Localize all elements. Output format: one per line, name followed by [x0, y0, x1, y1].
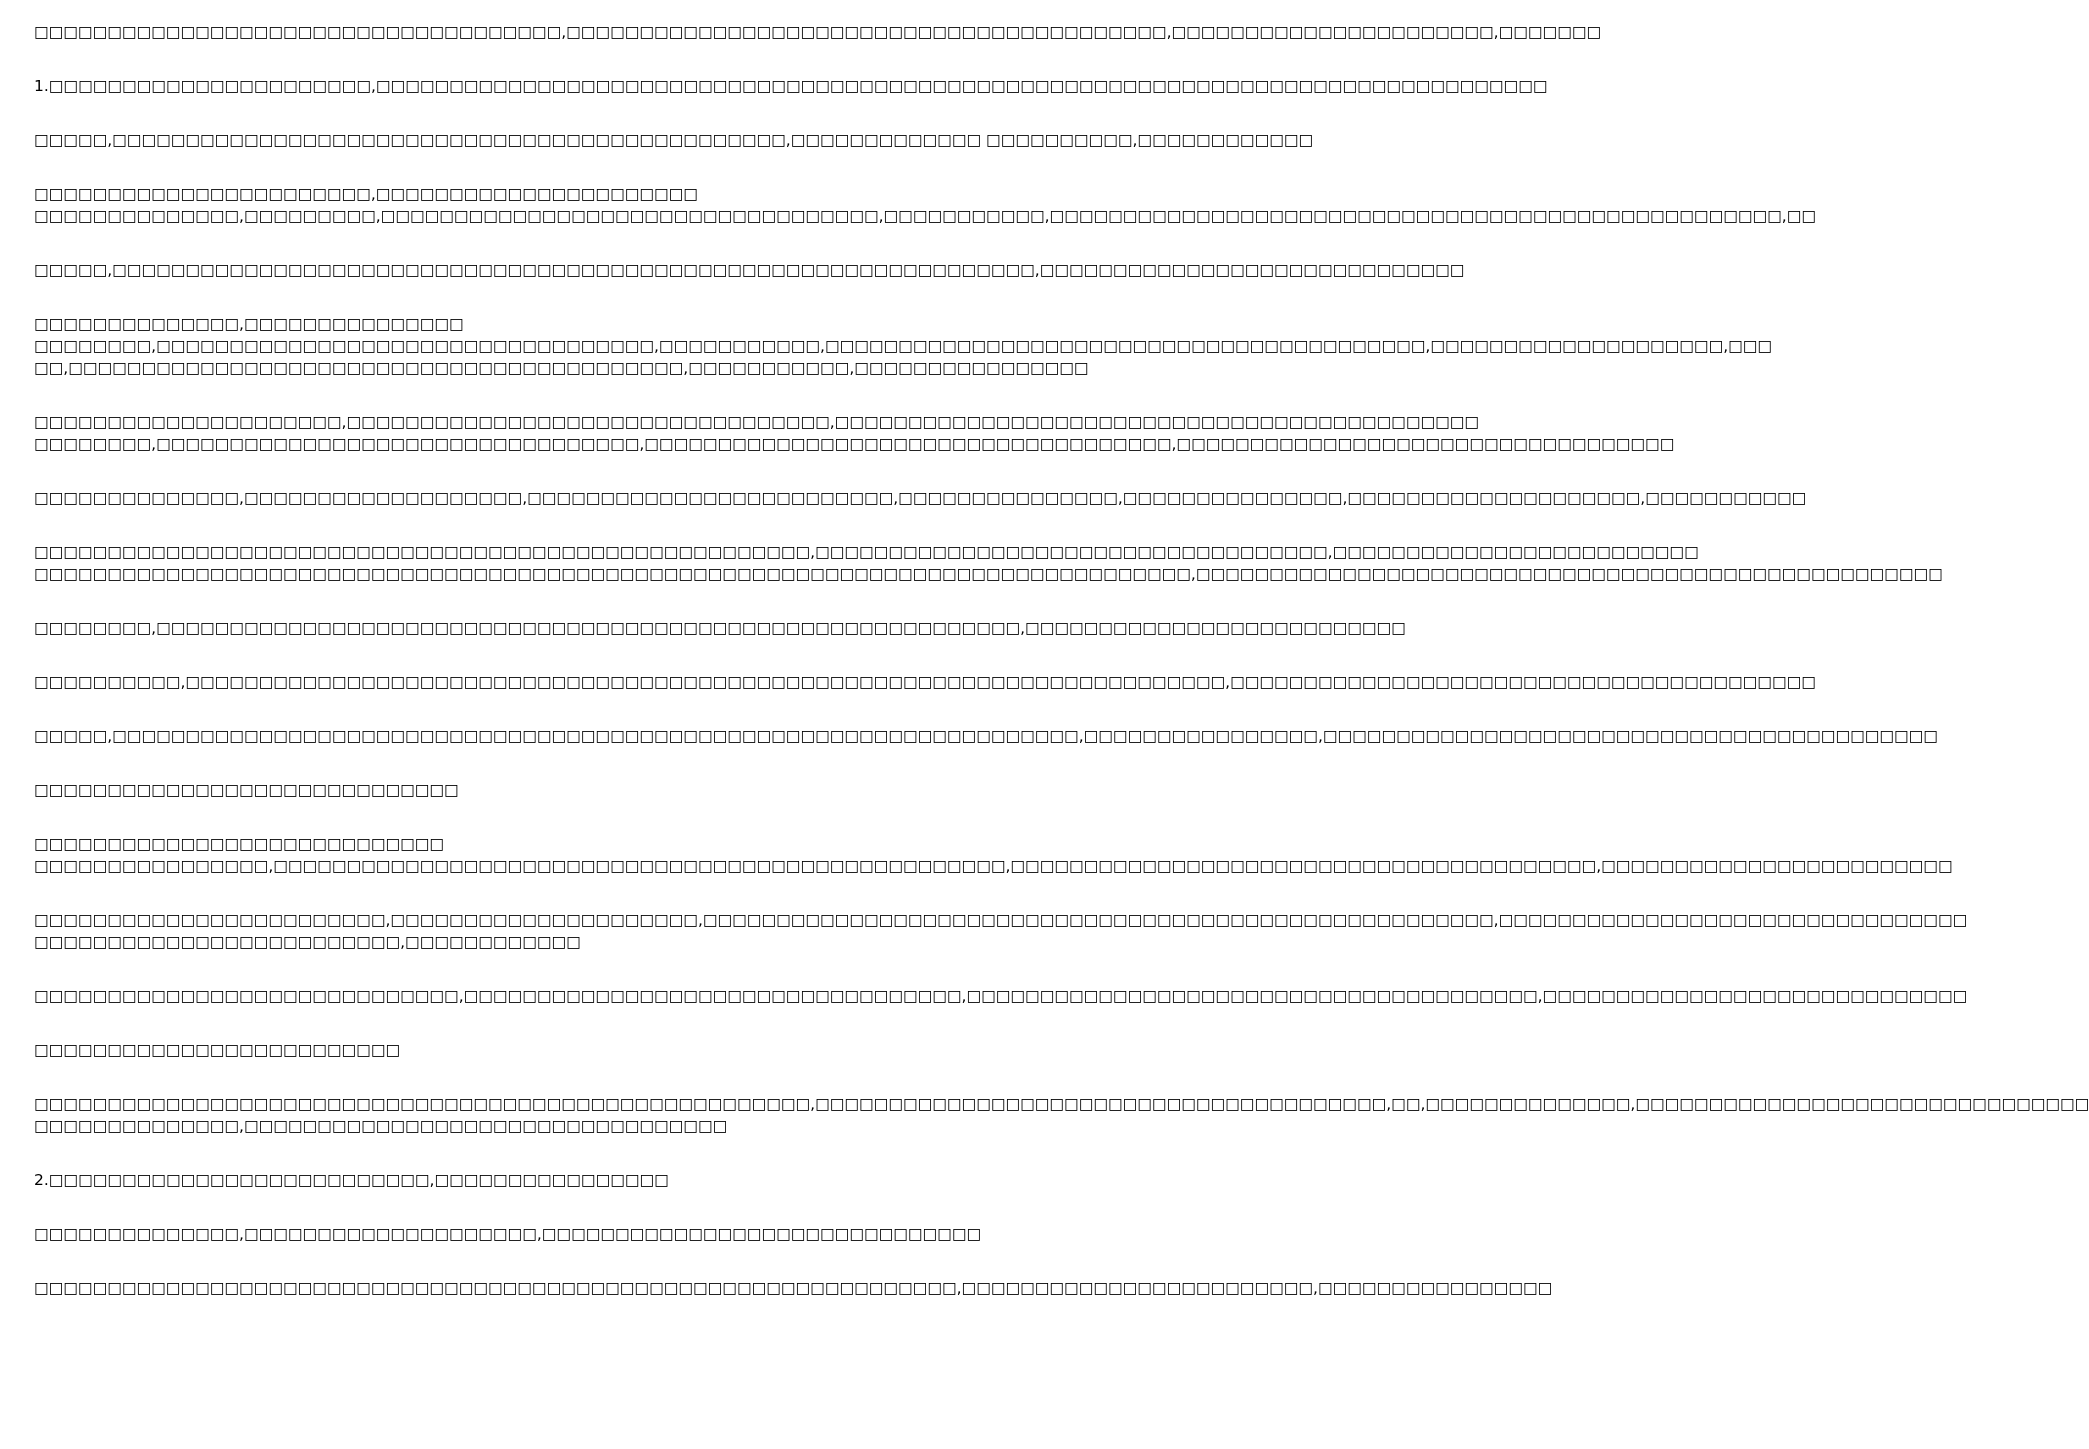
text-line: □□□□□,□□□□□□□□□□□□□□□□□□□□□□□□□□□□□□□□□□□□□□□□□□□□□□□□□□□□□□□□□□□□□□□□□□,□□□□□□□□□□□□□□□□,□□□□□□□□□□□□□□□□□□□□□□□□□□□□□□□□□□□□□□□□□□ [34, 727, 1938, 745]
paragraph [34, 833, 1953, 877]
paragraph [34, 1223, 990, 1245]
text-line: □□□□□□□□□□□□□□□□□□□□□□□□□□□□□□□□□□□□□□□□□□□□□□□□□□□□□,□□□□□□□□□□□□□□□□□□□□□□□□□□□□□□□□□□□,□□□□□□□□□□□□□□□□□□□□□□□□□ [34, 543, 1699, 561]
paragraph [34, 725, 1938, 747]
text-line: □□□□□,□□□□□□□□□□□□□□□□□□□□□□□□□□□□□□□□□□□□□□□□□□□□□□,□□□□□□□□□□□□□ □□□□□□□□□□,□□□□□□□□□□□□ [34, 131, 1314, 149]
paragraph [34, 541, 1943, 585]
paragraph [34, 21, 1602, 43]
text-line: □□□□□□□□□□□□□□□□□□□□□□□□,□□□□□□□□□□□□□□□□□□□□□,□□□□□□□□□□□□□□□□□□□□□□□□□□□□□□□□□□□□□□□□□□□□□□□□□□□□□□,□□□□□□□□□□□□□□□□□□□□□□□□□□□□□□□□ [34, 911, 1968, 929]
paragraph [34, 487, 1807, 509]
paragraph [34, 1093, 2089, 1137]
text-line: □□□□□□□□□□□□□□□□□□□□□□□□□ [34, 1041, 401, 1059]
document-body [34, 21, 2089, 1331]
text-line: □□□□□□□□□□,□□□□□□□□□□□□□□□□□□□□□□□□□□□□□□□□□□□□□□□□□□□□□□□□□□□□□□□□□□□□□□□□□□□□□□□,□□□□□□□□□□□□□□□□□□□□□□□□□□□□□□□□□□□□□□□□ [34, 673, 1816, 691]
text-line: □□□□□□□□□□□□□□,□□□□□□□□□□□□□□□□□□□,□□□□□□□□□□□□□□□□□□□□□□□□□,□□□□□□□□□□□□□□□,□□□□□□□□□□□□□□□,□□□□□□□□□□□□□□□□□□□□,□□□□□□□□□□□ [34, 489, 1807, 507]
paragraph [34, 985, 1968, 1007]
text-line: □□□□□□□□□□□□□□,□□□□□□□□□□□□□□□□□□□□,□□□□□□□□□□□□□□□□□□□□□□□□□□□□□□ [34, 1225, 982, 1243]
paragraph [34, 313, 1773, 379]
text-line: □□□□□□□□□□□□□□□□□□□□□□□□□,□□□□□□□□□□□□ [34, 933, 581, 951]
text-line: □□□□□□□□□□□□□□□□□□□□□,□□□□□□□□□□□□□□□□□□□□□□□□□□□□□□□□□,□□□□□□□□□□□□□□□□□□□□□□□□□□□□□□□□□□□□□□□□□□□□ [34, 413, 1480, 431]
text-line: □□□□□□□□,□□□□□□□□□□□□□□□□□□□□□□□□□□□□□□□□□,□□□□□□□□□□□□□□□□□□□□□□□□□□□□□□□□□□□□,□□□□□□□□□□□□□□□□□□□□□□□□□□□□□□□□□□ [34, 435, 1675, 453]
text-line: □□□□□,□□□□□□□□□□□□□□□□□□□□□□□□□□□□□□□□□□□□□□□□□□□□□□□□□□□□□□□□□□□□□□□,□□□□□□□□□□□□□□□□□□□□□□□□□□□□□ [34, 261, 1465, 279]
paragraph [34, 1169, 990, 1191]
text-line: □□□□□□□□□□□□□□□□□□□□□□□□□□□□□□□□□□□□□□□□□□□□□□□□□□□□□,□□□□□□□□□□□□□□□□□□□□□□□□□□□□□□□□□□□□□□□,□□,□□□□□□□□□□□□□□,□□□□□□□□□□□□□□□□□□□□□□□□□□□□□□□ [34, 1095, 2089, 1113]
text-line: □□□□□□□□□□□□□□□□□□□□□□□□□□□□□□□□□□□□□□□□□□□□□□□□□□□□□□□□□□□□□□□□□□□□□□□□□□□□□□□,□□□□□□□□□□□□□□□□□□□□□□□□□□□□□□□□□□□□□□□□□□□□□□□□□□□ [34, 565, 1943, 583]
text-line: 1.□□□□□□□□□□□□□□□□□□□□□□,□□□□□□□□□□□□□□□□□□□□□□□□□□□□□□□□□□□□□□□□□□□□□□□□□□□□□□□□□□□□□□□□□□□□□□□□□□□□□□□□ [34, 77, 1548, 95]
text-line: 2.□□□□□□□□□□□□□□□□□□□□□□□□□□,□□□□□□□□□□□□□□□□ [34, 1171, 669, 1189]
paragraph [34, 183, 1817, 227]
paragraph [34, 1277, 1553, 1299]
paragraph [34, 1039, 990, 1061]
text-line: □□□□□□□□□□□□□□□□□□□□□□□□□□□□□□□□□□□□,□□□□□□□□□□□□□□□□□□□□□□□□□□□□□□□□□□□□□□□□□,□□□□□□□□□□□□□□□□□□□□□□,□□□□□□□ [34, 23, 1602, 41]
paragraph [34, 909, 1968, 953]
text-line: □□□□□□□□,□□□□□□□□□□□□□□□□□□□□□□□□□□□□□□□□□□□□□□□□□□□□□□□□□□□□□□□□□□□,□□□□□□□□□□□□□□□□□□□□□□□□□□ [34, 619, 1406, 637]
paragraph [34, 411, 1675, 455]
text-line: □□□□□□□□□□□□□□□□□□□□□□□□□□□□□ [34, 781, 459, 799]
paragraph [34, 617, 1406, 639]
text-line: □□□□□□□□,□□□□□□□□□□□□□□□□□□□□□□□□□□□□□□□□□□,□□□□□□□□□□□,□□□□□□□□□□□□□□□□□□□□□□□□□□□□□□□□□□□□□□□□□,□□□□□□□□□□□□□□□□□□□□,□□□ [34, 337, 1773, 355]
paragraph [34, 779, 990, 801]
text-line: □□□□□□□□□□□□□□,□□□□□□□□□□□□□□□ [34, 315, 464, 333]
text-line: □□,□□□□□□□□□□□□□□□□□□□□□□□□□□□□□□□□□□□□□□□□□□,□□□□□□□□□□□,□□□□□□□□□□□□□□□□ [34, 359, 1089, 377]
paragraph [34, 75, 1548, 97]
paragraph [34, 259, 1465, 281]
text-line: □□□□□□□□□□□□□□□□,□□□□□□□□□□□□□□□□□□□□□□□□□□□□□□□□□□□□□□□□□□□□□□□□□□,□□□□□□□□□□□□□□□□□□□□□□□□□□□□□□□□□□□□□□□□,□□□□□□□□□□□□□□□□□□□□□□□□ [34, 857, 1953, 875]
text-line: □□□□□□□□□□□□□□□□□□□□□□□□□□□□□□□□□□□□□□□□□□□□□□□□□□□□□□□□□□□□□□□,□□□□□□□□□□□□□□□□□□□□□□□□,□□□□□□□□□□□□□□□□ [34, 1279, 1553, 1297]
text-line: □□□□□□□□□□□□□□□□□□□□□□□,□□□□□□□□□□□□□□□□□□□□□□ [34, 185, 698, 203]
text-line: □□□□□□□□□□□□□□□□□□□□□□□□□□□□□,□□□□□□□□□□□□□□□□□□□□□□□□□□□□□□□□□□,□□□□□□□□□□□□□□□□□□□□□□□□□□□□□□□□□□□□□□□,□□□□□□□□□□□□□□□□□□□□□□□□□□□□□ [34, 987, 1968, 1005]
paragraph [34, 129, 1314, 151]
text-line: □□□□□□□□□□□□□□,□□□□□□□□□,□□□□□□□□□□□□□□□□□□□□□□□□□□□□□□□□□□,□□□□□□□□□□□,□□□□□□□□□□□□□□□□□□□□□□□□□□□□□□□□□□□□□□□□□□□□□□□□□□,□□ [34, 207, 1817, 225]
text-line: □□□□□□□□□□□□□□□□□□□□□□□□□□□□ [34, 835, 445, 853]
text-line: □□□□□□□□□□□□□□,□□□□□□□□□□□□□□□□□□□□□□□□□□□□□□□□□ [34, 1117, 728, 1135]
paragraph [34, 671, 1816, 693]
